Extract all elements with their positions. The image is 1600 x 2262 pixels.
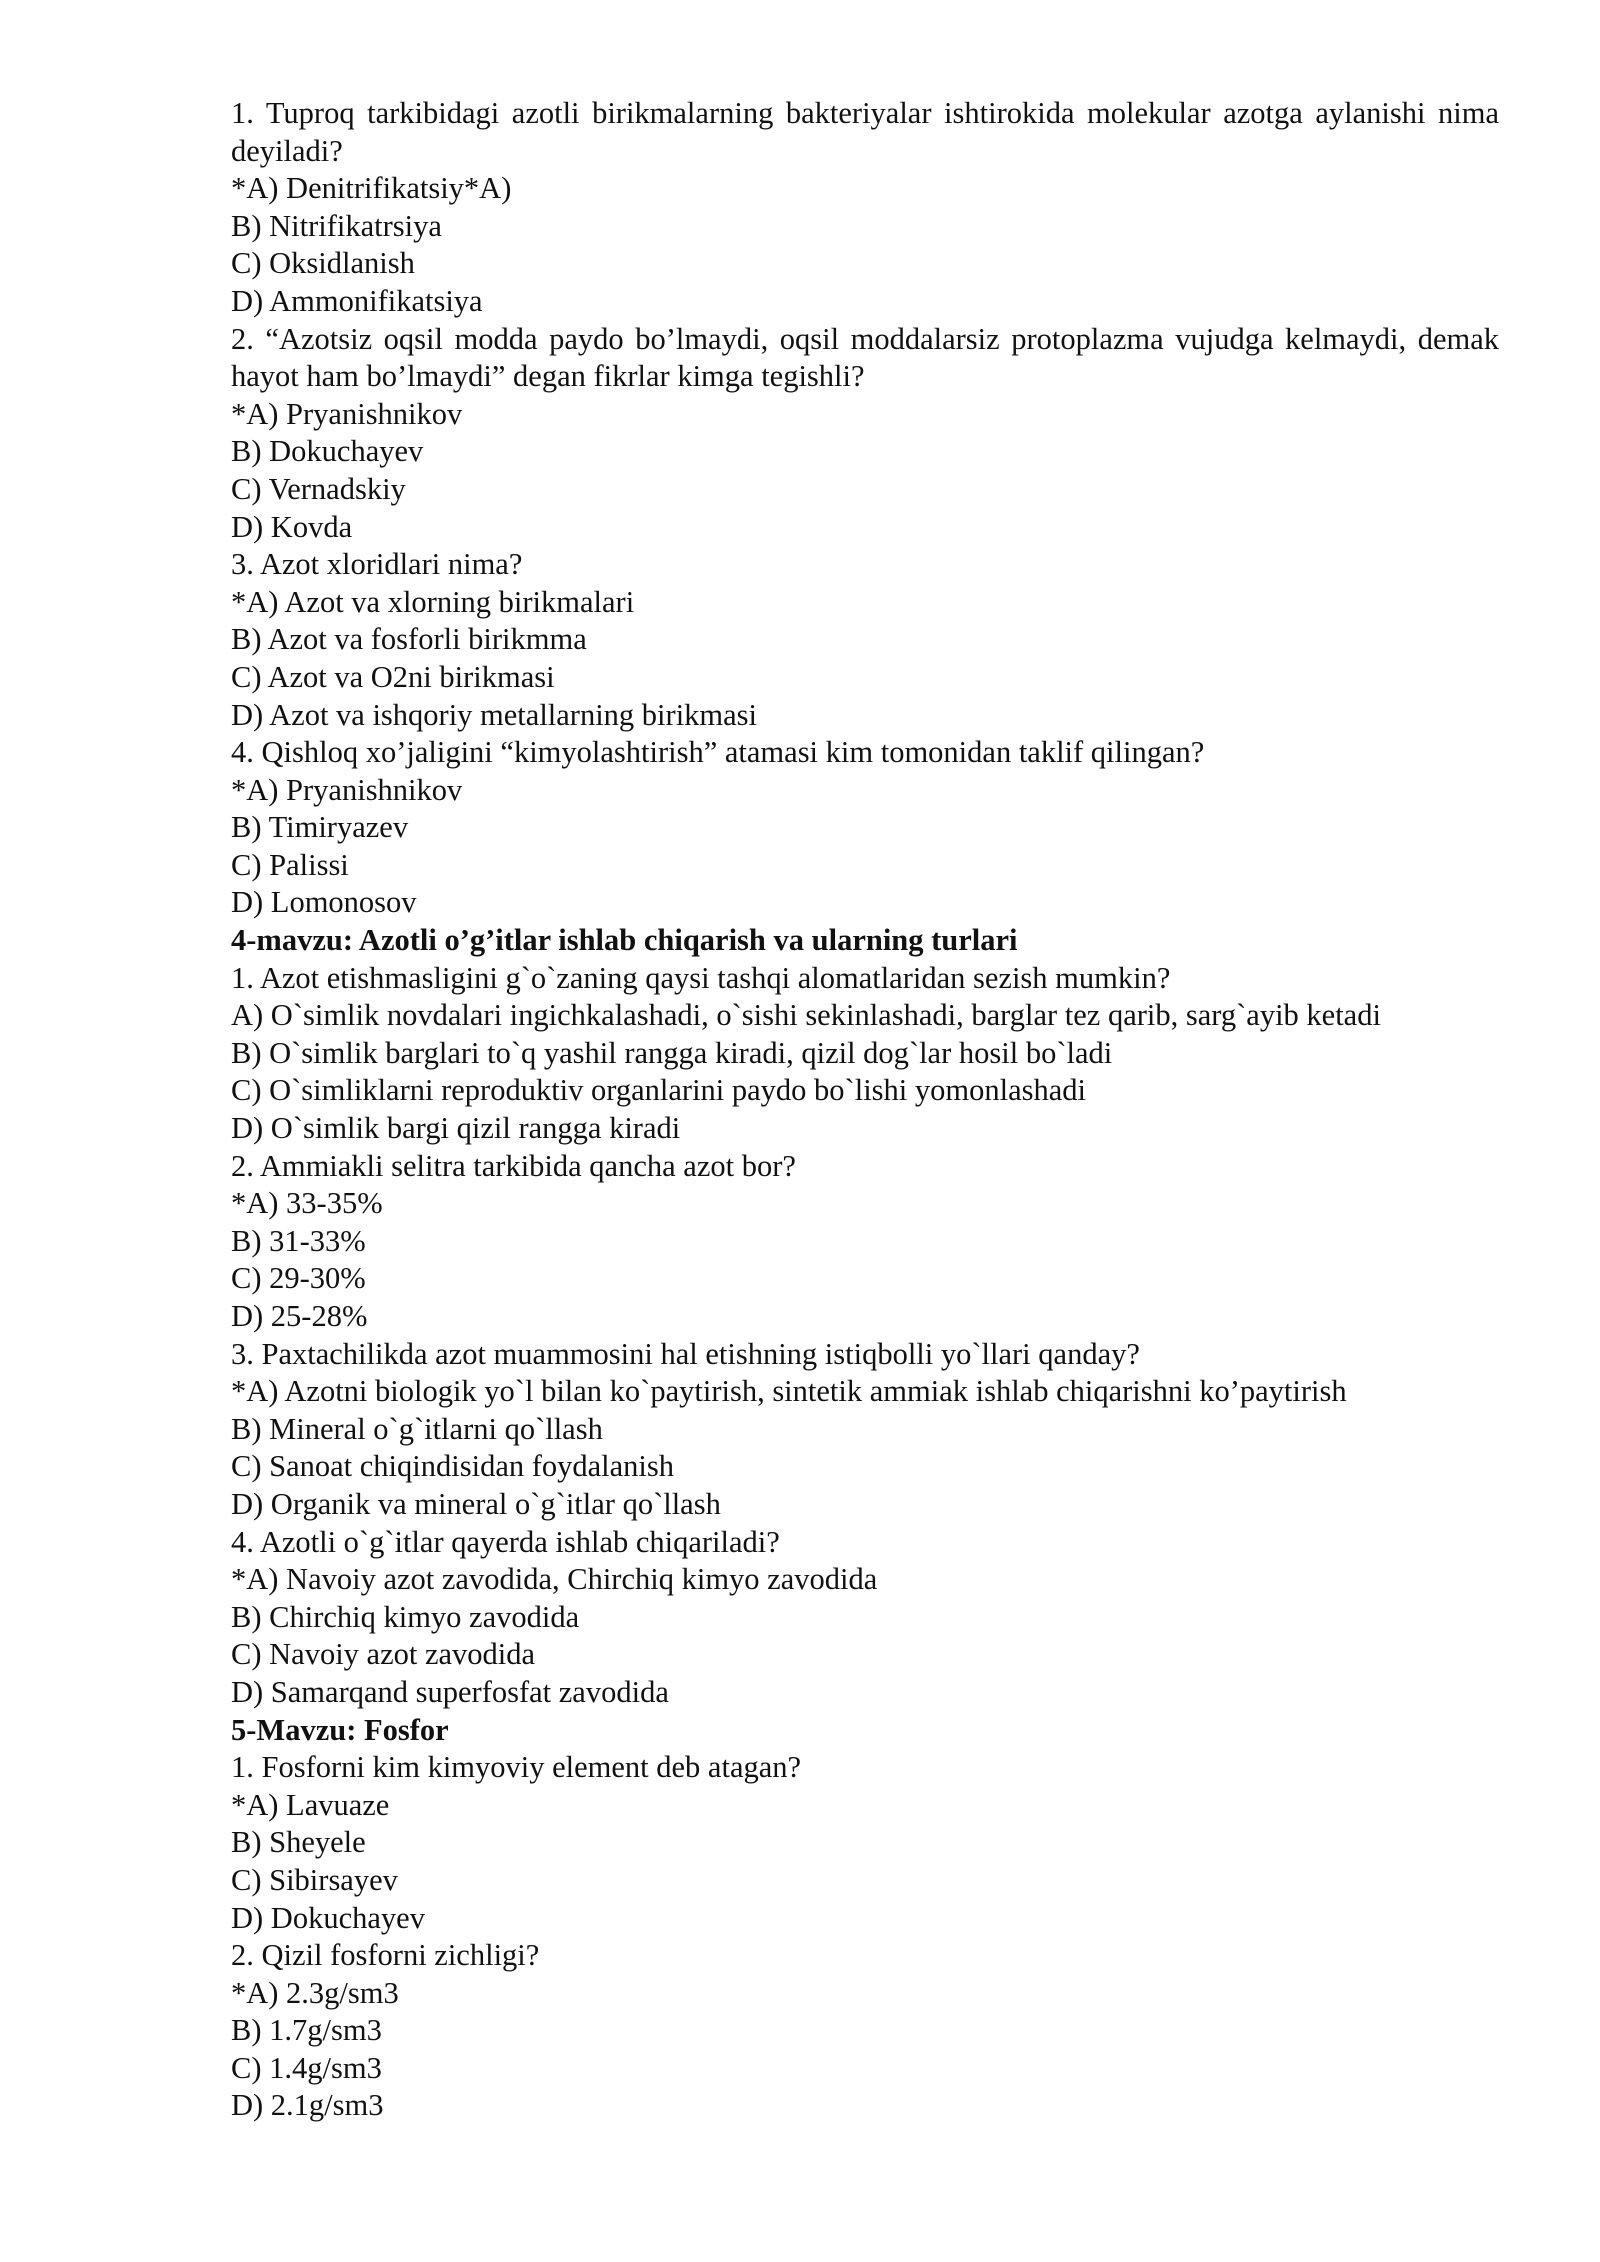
- question-text: 2. Ammiakli selitra tarkibida qancha azot bor?: [231, 1148, 796, 1183]
- answer-option: B) 31-33%: [231, 1223, 366, 1258]
- answer-option: B) Dokuchayev: [231, 434, 424, 469]
- answer-option: C) Vernadskiy: [231, 471, 406, 506]
- answer-option: *A) Azot va xlorning birikmalari: [231, 584, 635, 619]
- question-text: 2. Qizil fosforni zichligi?: [231, 1938, 540, 1973]
- question-text: 1. Fosforni kim kimyoviy element deb atagan?: [231, 1750, 802, 1785]
- question-text: 3. Azot xloridlari nima?: [231, 547, 523, 582]
- answer-option: C) Sibirsayev: [231, 1862, 398, 1897]
- section-heading: 4-mavzu: Azotli o’g’itlar ishlab chiqarish va ularning turlari: [231, 923, 1018, 958]
- answer-option: B) Timiryazev: [231, 810, 409, 845]
- answer-option: C) Palissi: [231, 847, 349, 882]
- answer-option: D) Organik va mineral o`g`itlar qo`llash: [231, 1486, 721, 1521]
- question-text: 2. “Azotsiz oqsil modda paydo bo’lmaydi, oqsil moddalarsiz protoplazma vujudga kelmaydi, demak hayot ham bo’lmaydi” degan fikrlar kimga tegishli?: [231, 321, 1499, 394]
- answer-option: B) O`simlik barglari to`q yashil rangga kiradi, qizil dog`lar hosil bo`ladi: [231, 1035, 1113, 1070]
- answer-option: C) 1.4g/sm3: [231, 2050, 382, 2085]
- question-text: 3. Paxtachilikda azot muammosini hal etishning istiqbolli yo`llari qanday?: [231, 1336, 1140, 1371]
- answer-option: D) Samarqand superfosfat zavodida: [231, 1674, 669, 1709]
- answer-option: D) Ammonifikatsiya: [231, 283, 483, 318]
- answer-option: D) 2.1g/sm3: [231, 2088, 384, 2123]
- answer-option: B) Mineral o`g`itlarni qo`llash: [231, 1411, 603, 1446]
- answer-option: *A) Navoiy azot zavodida, Chirchiq kimyo zavodida: [231, 1562, 878, 1597]
- answer-option: B) 1.7g/sm3: [231, 2013, 382, 2048]
- answer-option: D) Lomonosov: [231, 885, 417, 920]
- answer-option: D) Azot va ishqoriy metallarning birikmasi: [231, 697, 758, 732]
- answer-option: B) Chirchiq kimyo zavodida: [231, 1599, 580, 1634]
- question-text: 4. Qishloq xo’jaligini “kimyolashtirish” atamasi kim tomonidan taklif qilingan?: [231, 735, 1205, 770]
- section-heading: 5-Mavzu: Fosfor: [231, 1712, 449, 1747]
- answer-option: B) Azot va fosforli birikmma: [231, 622, 587, 657]
- answer-option: B) Sheyele: [231, 1825, 366, 1860]
- answer-option: *A) Lavuaze: [231, 1787, 390, 1822]
- answer-option: C) Azot va O2ni birikmasi: [231, 659, 555, 694]
- answer-option: C) 29-30%: [231, 1261, 366, 1296]
- question-text: 1. Tuproq tarkibidagi azotli birikmalarning bakteriyalar ishtirokida molekular azotga aylanishi nima deyiladi?: [231, 96, 1499, 168]
- document-page: [231, 95, 1499, 2125]
- answer-option: C) Sanoat chiqindisidan foydalanish: [231, 1449, 675, 1484]
- answer-option: *A) Pryanishnikov: [231, 772, 463, 807]
- answer-option: D) O`simlik bargi qizil rangga kiradi: [231, 1111, 681, 1146]
- answer-option: C) Navoiy azot zavodida: [231, 1637, 536, 1672]
- answer-option: A) O`simlik novdalari ingichkalashadi, o`sishi sekinlashadi, barglar tez qarib, sarg`ayib ketadi: [231, 998, 1381, 1033]
- answer-option: B) Nitrifikatrsiya: [231, 208, 442, 243]
- answer-option: *A) 33-35%: [231, 1186, 383, 1221]
- answer-option: D) Dokuchayev: [231, 1900, 425, 1935]
- answer-option: D) Kovda: [231, 509, 353, 544]
- question-text: 4. Azotli o`g`itlar qayerda ishlab chiqariladi?: [231, 1524, 780, 1559]
- question-text: 1. Azot etishmasligini g`o`zaning qaysi tashqi alomatlaridan sezish mumkin?: [231, 960, 1171, 995]
- answer-option: D) 25-28%: [231, 1299, 368, 1333]
- answer-option: *A) 2.3g/sm3: [231, 1975, 399, 2010]
- answer-option: C) O`simliklarni reproduktiv organlarini paydo bo`lishi yomonlashadi: [231, 1073, 1086, 1108]
- answer-option: *A) Azotni biologik yo`l bilan ko`paytirish, sintetik ammiak ishlab chiqarishni ko’paytirish: [231, 1374, 1347, 1409]
- answer-option: *A) Pryanishnikov: [231, 396, 463, 431]
- answer-option: C) Oksidlanish: [231, 246, 415, 281]
- answer-option: *A) Denitrifikatsiy*A): [231, 171, 512, 206]
